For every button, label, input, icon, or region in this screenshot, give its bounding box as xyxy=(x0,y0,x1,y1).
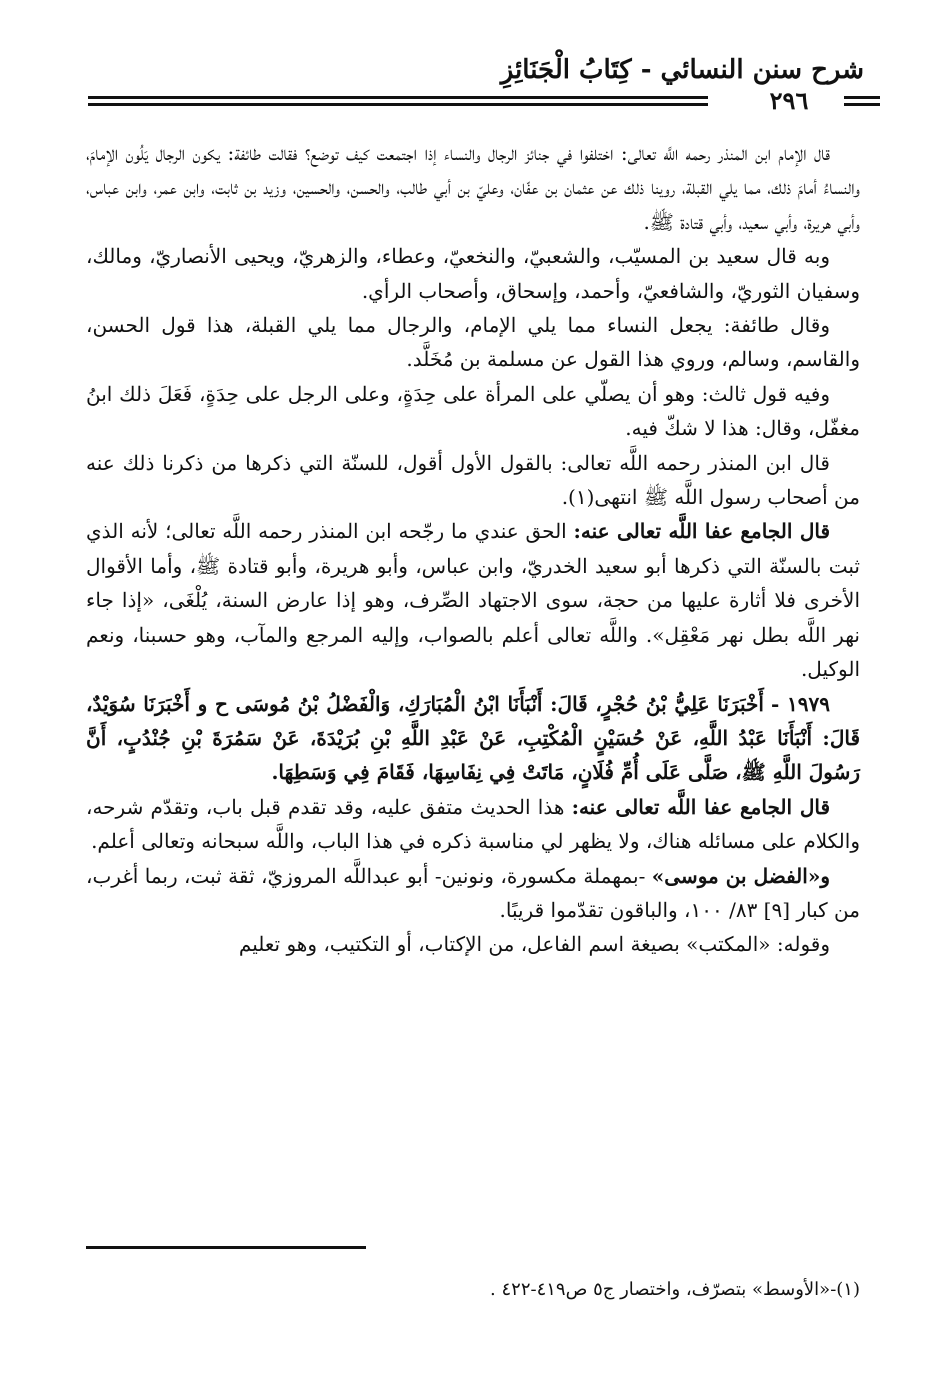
running-header-title: شرح سنن النسائي - كِتَابُ الْجَنَائِزِ xyxy=(500,55,864,85)
narrator-name: و«الفضل بن موسى» xyxy=(651,863,830,888)
paragraph xyxy=(86,377,860,446)
footnote: (١)-«الأوسط» بتصرّف، واختصار ج٥ ص٤١٩-٤٢٢ . xyxy=(490,1279,860,1300)
header-rule-left xyxy=(88,96,708,106)
paragraph xyxy=(86,927,860,961)
narrator-note-paragraph xyxy=(86,859,860,928)
compiler-note-paragraph xyxy=(86,514,860,686)
paragraph xyxy=(86,446,860,515)
paragraph-text: قال الإمام ابن المنذر رحمه اللَّه تعالى: اختلفوا في جنائز الرجال والنساء إذا اجتمعت كيف توضع؟ فقالت طائفة: يكون الرجال يَلُون الإمامَ، والنساءُ أمامَ ذلك، مما يلي القبلة، روينا ذلك عن عثمان بن عفّان، وعليّ بن أبي طالب، والحسن، والحسين، وزيد بن ثابت، وابن عمر، وابن عباس، وأبي هريرة، وأبي سعيد، وأبي قتادة ﷺ. xyxy=(86,141,860,234)
paragraph-text: الحق عندي ما رجّحه ابن المنذر رحمه اللَّه تعالى؛ لأنه الذي ثبت بالسنّة التي ذكرها أبو سعيد الخدريّ، وابن عباس، وأبو هريرة، وأبو قتادة ﷺ، وأما الأقوال الأخرى فلا أثارة عليها من حجة، سوى الاجتهاد الصِّرف، وهو إذا عارض السنة، يُلْغَى، «إذا جاء نهر اللَّه بطل نهر مَعْقِل». واللَّه تعالى أعلم بالصواب، وإليه المرجع والمآب، وهو حسبنا، ونعم الوكيل. xyxy=(86,519,860,682)
paragraph-text: هذا الحديث متفق عليه، وقد تقدم قبل باب، وتقدّم شرحه، والكلام على مسائله هناك، ولا يظهر لي مناسبة ذكره في هذا الباب، واللَّه سبحانه وتعالى أعلم. xyxy=(86,794,860,854)
hadith-text: أَخْبَرَنَا عَلِيُّ بْنُ حُجْرٍ، قَالَ: أَنْبَأَنَا ابْنُ الْمُبَارَكِ، وَالْفَضْلُ بْنُ مُوسَى ح و أَخْبَرَنَا سُوَيْدٌ، قَالَ: أَنْبَأَنَا عَبْدُ اللَّهِ، عَنْ حُسَيْنٍ الْمُكْتِبِ، عَنْ عَبْدِ اللَّهِ بْنِ بُرَيْدَةَ، عَنْ سَمُرَةَ بْنِ جُنْدُبٍ، أَنَّ رَسُولَ اللَّهِ ﷺ، صَلَّى عَلَى أُمِّ فُلَانٍ، مَاتَتْ فِي نِفَاسِهَا، فَقَامَ فِي وَسَطِهَا. xyxy=(86,691,860,785)
paragraph-text: وبه قال سعيد بن المسيّب، والشعبيّ، والنخعيّ، وعطاء، والزهريّ، ويحيى الأنصاريّ، ومالك، وسفيان الثوريّ، والشافعيّ، وأحمد، وإسحاق، وأصحاب الرأي. xyxy=(86,244,860,303)
paragraph-text: قال ابن المنذر رحمه اللَّه تعالى: بالقول الأول أقول، للسنّة التي ذكرها من ذكرنا ذلك عنه من أصحاب رسول اللَّه ﷺ انتهى(١). xyxy=(86,450,860,510)
paragraph xyxy=(86,308,860,377)
paragraph-text: وقال طائفة: يجعل النساء مما يلي الإمام، والرجال مما يلي القبلة، هذا قول الحسن، والقاسم، وسالم، وروي هذا القول عن مسلمة بن مُخَلَّد. xyxy=(86,313,860,372)
paragraph-text: وفيه قول ثالث: وهو أن يصلّي على المرأة على حِدَةٍ، وعلى الرجل على حِدَةٍ، فَعَلَ ذلك ابنُ مغفّل، وقال: هذا لا شكّ فيه. xyxy=(86,381,860,441)
footnote-divider xyxy=(86,1246,366,1249)
hadith-paragraph xyxy=(86,687,860,790)
hadith-number: ١٩٧٩ - xyxy=(771,691,831,716)
paragraph xyxy=(86,136,860,239)
compiler-note-lead: قال الجامع عفا اللَّه تعالى عنه: xyxy=(573,519,831,544)
compiler-note-lead: قال الجامع عفا اللَّه تعالى عنه: xyxy=(571,794,830,819)
paragraph-text: -بمهملة مكسورة، ونونين- أبو عبداللَّه المروزيّ، ثقة ثبت، ربما أغرب، من كبار [٩] ٨٣/ ١٠٠، والباقون تقدّموا قريبًا. xyxy=(86,863,860,922)
compiler-note-paragraph xyxy=(86,790,860,859)
page-number: ٢٩٦ xyxy=(734,86,844,116)
body-text xyxy=(86,136,860,962)
paragraph xyxy=(86,239,860,308)
paragraph-text: وقوله: «المكتب» بصيغة اسم الفاعل، من الإكتاب، أو التكتيب، وهو تعليم xyxy=(238,932,830,957)
